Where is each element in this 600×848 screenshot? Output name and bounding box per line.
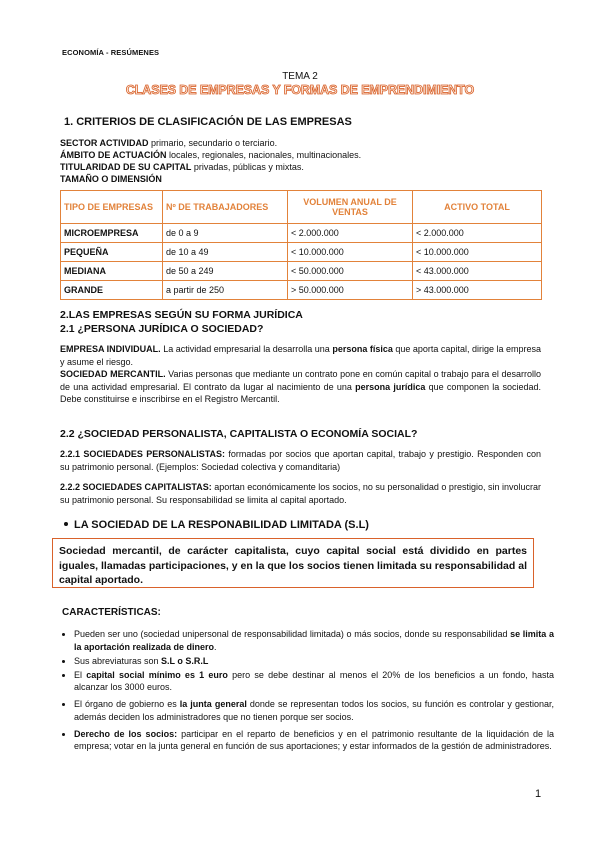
table-cell: < 50.000.000	[288, 262, 413, 281]
table-cell: < 10.000.000	[413, 243, 542, 262]
table-cell: a partir de 250	[163, 281, 288, 300]
list-item: • El capital social mínimo es 1 euro pero se debe destinar al menos el 20% de los beneficios a un fondo, hasta alcanzar los 3000 euros.	[74, 669, 554, 694]
table-cell: GRANDE	[61, 281, 163, 300]
section-2-1-heading: 2.1 ¿PERSONA JURÍDICA O SOCIEDAD?	[60, 323, 264, 335]
list-item: • Sus abreviaturas son S.L o S.R.L	[74, 655, 554, 668]
table-row	[61, 224, 542, 243]
table-cell: < 2.000.000	[288, 224, 413, 243]
topic-number: TEMA 2	[282, 71, 318, 82]
criterion-sector: SECTOR ACTIVIDAD primario, secundario o terciario.	[60, 138, 278, 148]
table-cell: PEQUEÑA	[61, 243, 163, 262]
bullet-icon	[64, 522, 68, 526]
section-2-2-heading: 2.2 ¿SOCIEDAD PERSONALISTA, CAPITALISTA O ECONOMÍA SOCIAL?	[60, 428, 418, 440]
criterion-ambito: ÁMBITO DE ACTUACIÓN locales, regionales, nacionales, multinacionales.	[60, 150, 362, 160]
table-header-row	[61, 191, 542, 224]
list-item: • El órgano de gobierno es la junta general donde se representan todos los socios, su función es controlar y gestionar, además deciden los administradores que no tienen porque ser socios.	[74, 698, 554, 723]
criterion-titularidad: TITULARIDAD DE SU CAPITAL privadas, públicas y mixtas.	[60, 162, 304, 172]
table-header-cell: VOLUMEN ANUAL DE VENTAS	[288, 191, 413, 224]
characteristics-list	[62, 628, 554, 757]
table-row	[61, 281, 542, 300]
list-item: • Derecho de los socios: participar en el reparto de beneficios y en el patrimonio resultante de la liquidación de la empresa; votar en la junta general en función de sus aportaciones; y estar informados de la gestión de administradores.	[74, 728, 554, 753]
table-row	[61, 243, 542, 262]
table-cell: de 50 a 249	[163, 262, 288, 281]
table-cell: > 43.000.000	[413, 281, 542, 300]
list-item: • Pueden ser uno (sociedad unipersonal de responsabilidad limitada) o más socios, donde su responsabilidad se limita a la aportación realizada de dinero.	[74, 628, 554, 653]
document-header: ECONOMÍA - RESÚMENES	[62, 48, 160, 57]
table-cell: > 50.000.000	[288, 281, 413, 300]
table-header-cell: TIPO DE EMPRESAS	[61, 191, 163, 224]
table-cell: de 0 a 9	[163, 224, 288, 243]
table-cell: < 43.000.000	[413, 262, 542, 281]
table-header-cell: Nº DE TRABAJADORES	[163, 191, 288, 224]
page-title: CLASES DE EMPRESAS Y FORMAS DE EMPRENDIMIENTO	[125, 83, 475, 97]
table-cell: < 10.000.000	[288, 243, 413, 262]
section-1-heading: 1. CRITERIOS DE CLASIFICACIÓN DE LAS EMPRESAS	[64, 116, 352, 128]
company-size-table	[60, 190, 542, 300]
caracteristicas-heading: CARACTERÍSTICAS:	[62, 607, 161, 618]
capitalistas-paragraph: 2.2.2 SOCIEDADES CAPITALISTAS: aportan económicamente los socios, no su personalidad o prestigio, sin involucrar su patrimonio personal. Su responsabilidad se limita al capital aportado.	[60, 482, 541, 505]
personalistas-paragraph: 2.2.1 SOCIEDADES PERSONALISTAS: formadas por socios que aportan capital, trabajo y prestigio. Responden con su patrimonio personal. (Ejemplos: Sociedad colectiva y comanditaria)	[60, 449, 541, 472]
empresa-individual-paragraph: EMPRESA INDIVIDUAL. La actividad empresarial la desarrolla una persona física que aporta capital, dirige la empresa y asume el riesgo.	[60, 344, 541, 367]
sl-heading: LA SOCIEDAD DE LA RESPONABILIDAD LIMITADA (S.L)	[64, 519, 369, 531]
table-cell: de 10 a 49	[163, 243, 288, 262]
page-number: 1	[535, 788, 542, 800]
section-2-heading: 2.LAS EMPRESAS SEGÚN SU FORMA JURÍDICA	[60, 309, 303, 321]
sl-definition-box: Sociedad mercantil, de carácter capitalista, cuyo capital social está dividido en partes iguales, llamadas participaciones, y en la que los socios tienen limitada su responsabilidad al capital aportado.	[52, 538, 534, 588]
table-row	[61, 262, 542, 281]
sociedad-mercantil-paragraph: SOCIEDAD MERCANTIL. Varias personas que mediante un contrato pone en común capital o trabajo para el desarrollo de una actividad empresarial. El contrato da lugar al nacimiento de una persona jurídica que componen la sociedad. Debe constituirse e inscribirse en el Registro Mercantil.	[60, 369, 541, 404]
table-cell: MICROEMPRESA	[61, 224, 163, 243]
table-cell: < 2.000.000	[413, 224, 542, 243]
criterion-tamano: TAMAÑO O DIMENSIÓN	[60, 174, 162, 184]
table-header-cell: ACTIVO TOTAL	[413, 191, 542, 224]
table-cell: MEDIANA	[61, 262, 163, 281]
